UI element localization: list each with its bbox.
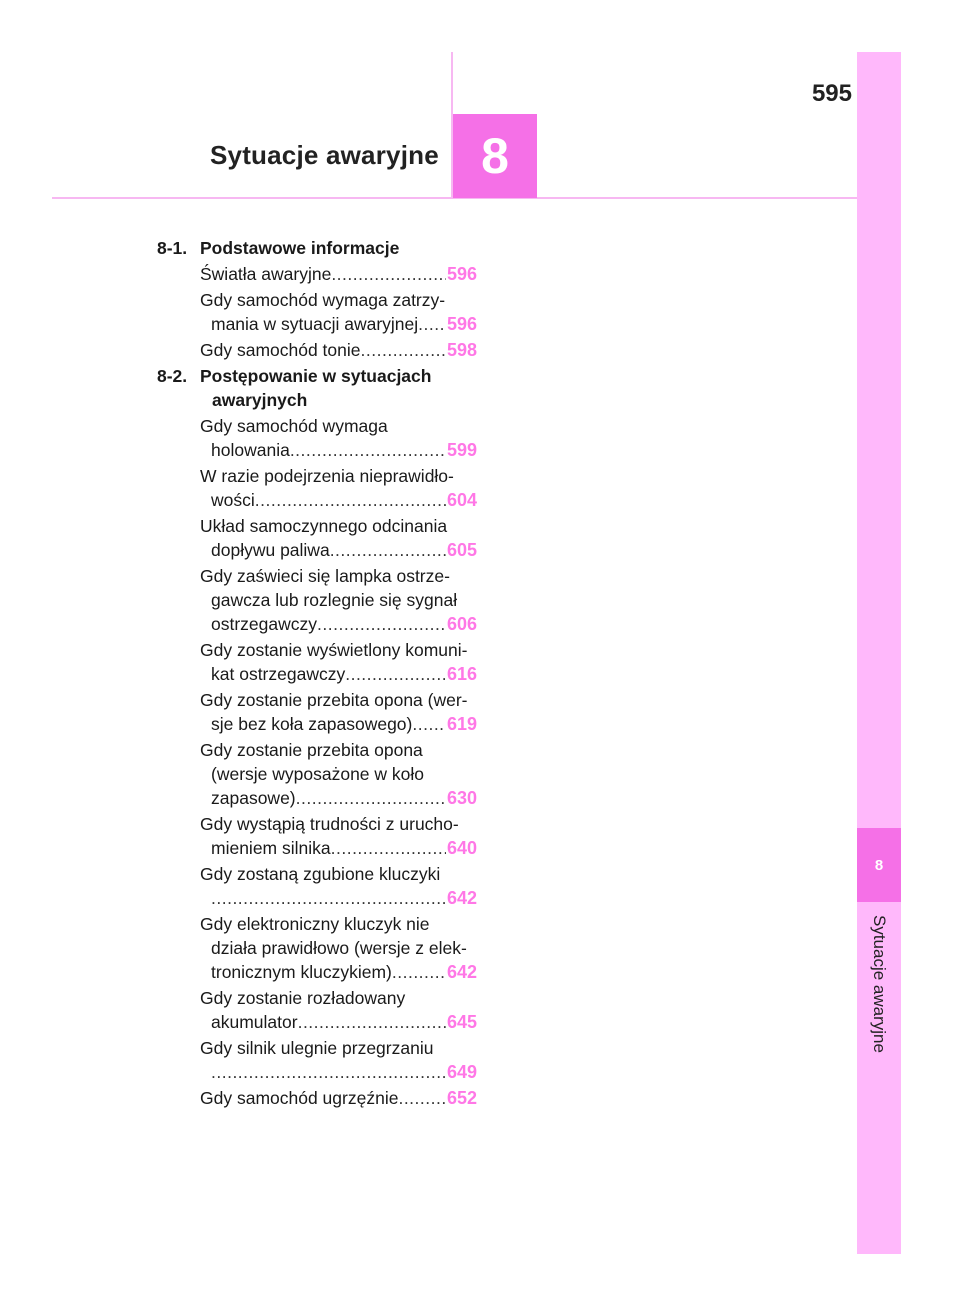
entry-text-line: Gdy samochód wymaga zatrzy- [200,290,446,310]
entry-text-line: (wersje wyposażone w koło [211,764,425,784]
entry-text-line: Gdy silnik ulegnie przegrzaniu [200,1038,434,1058]
entry-page-link[interactable]: 605 [446,540,477,560]
dot-leader [255,488,446,512]
chapter-number-box: 8 [453,114,537,198]
dot-leader [331,836,446,860]
dot-leader [361,338,446,362]
section-number: 8-1. [157,238,188,258]
entry-text-line: Gdy zostanie przebita opona (wer- [200,690,468,710]
dot-leader [412,712,446,736]
entry-text-line: mania w sytuacji awaryjnej [211,314,419,334]
entry-text-line: Gdy samochód wymaga [200,416,388,436]
dot-leader [317,612,446,636]
dot-leader [398,1086,446,1110]
toc-entry[interactable] [200,564,477,636]
entry-text-line: sje bez koła zapasowego) [211,714,413,734]
entry-page-link[interactable]: 606 [446,614,477,634]
dot-leader [296,786,446,810]
toc-section [157,364,477,412]
toc-entry[interactable] [200,288,477,336]
entry-text-line: gawcza lub rozlegnie się sygnał [211,590,458,610]
toc-section [157,236,477,260]
toc-entry[interactable] [200,638,477,686]
entry-text-line: Gdy zostanie wyświetlony komuni- [200,640,468,660]
entry-page-link[interactable]: 598 [446,340,477,360]
sidebar-chapter-label: Sytuacje awaryjne [870,915,889,1053]
toc-entry[interactable] [200,262,477,286]
toc-entry[interactable] [200,862,477,910]
toc-entry[interactable] [200,1086,477,1110]
entry-text-line: tronicznym kluczykiem) [211,962,392,982]
entry-text-line: W razie podejrzenia nieprawidło- [200,466,454,486]
entry-page-link[interactable]: 604 [446,490,477,510]
dot-leader [392,960,446,984]
dot-leader [418,312,446,336]
toc-entry[interactable] [200,688,477,736]
entry-page-link[interactable]: 630 [446,788,477,808]
entry-page-link[interactable]: 645 [446,1012,477,1032]
chapter-sidebar [857,52,901,1254]
toc-entry[interactable] [200,986,477,1034]
entry-text-line: Gdy samochód ugrzęźnie [200,1088,399,1108]
dot-leader [331,262,446,286]
entry-page-link[interactable]: 619 [446,714,477,734]
page-number: 595 [811,80,852,107]
dot-leader [211,886,446,910]
entry-text-line: zapasowe) [211,788,296,808]
entry-text-line: Gdy zostanie przebita opona [200,740,423,760]
entry-text-line: Światła awaryjne [200,264,332,284]
section-title-line: awaryjnych [212,390,308,410]
toc-entry[interactable] [200,464,477,512]
entry-page-link[interactable]: 616 [446,664,477,684]
entry-text-line: Gdy zostaną zgubione kluczyki [200,864,441,884]
section-title-line: Podstawowe informacje [200,238,400,258]
dot-leader [330,538,446,562]
table-of-contents [157,236,477,1112]
section-title [200,236,477,260]
toc-entry[interactable] [200,912,477,984]
entry-text-line: działa prawidłowo (wersje z elek- [211,938,467,958]
section-title-line: Postępowanie w sytuacjach [200,366,432,386]
entry-text-line: wości [211,490,255,510]
entry-text-line: Gdy elektroniczny kluczyk nie [200,914,430,934]
section-number: 8-2. [157,366,188,386]
entry-text-line: Gdy zaświeci się lampka ostrze- [200,566,450,586]
section-title [200,364,477,412]
dot-leader [345,662,446,686]
toc-entry[interactable] [200,514,477,562]
chapter-title: Sytuacje awaryjne [210,140,439,170]
toc-entry[interactable] [200,338,477,362]
toc-entry[interactable] [200,414,477,462]
entry-text-line: Gdy zostanie rozładowany [200,988,406,1008]
dot-leader [211,1060,446,1084]
entry-text-line: mieniem silnika [211,838,331,858]
sidebar-chapter-number[interactable]: 8 [857,828,901,902]
entry-page-link[interactable]: 649 [446,1062,477,1082]
entry-page-link[interactable]: 642 [446,888,477,908]
entry-text-line: Układ samoczynnego odcinania [200,516,448,536]
dot-leader [290,438,446,462]
entry-page-link[interactable]: 652 [446,1088,477,1108]
toc-entry[interactable] [200,1036,477,1084]
toc-entry[interactable] [200,812,477,860]
entry-text-line: kat ostrzegawczy [211,664,346,684]
toc-entry[interactable] [200,738,477,810]
entry-text-line: dopływu paliwa [211,540,330,560]
entry-text-line: ostrzegawczy [211,614,318,634]
entry-page-link[interactable]: 596 [446,264,477,284]
entry-page-link[interactable]: 642 [446,962,477,982]
entry-text-line: holowania [211,440,290,460]
entry-page-link[interactable]: 599 [446,440,477,460]
entry-text-line: akumulator [211,1012,298,1032]
entry-text-line: Gdy samochód tonie [200,340,361,360]
entry-text-line: Gdy wystąpią trudności z urucho- [200,814,459,834]
entry-page-link[interactable]: 596 [446,314,477,334]
dot-leader [298,1010,446,1034]
entry-page-link[interactable]: 640 [446,838,477,858]
